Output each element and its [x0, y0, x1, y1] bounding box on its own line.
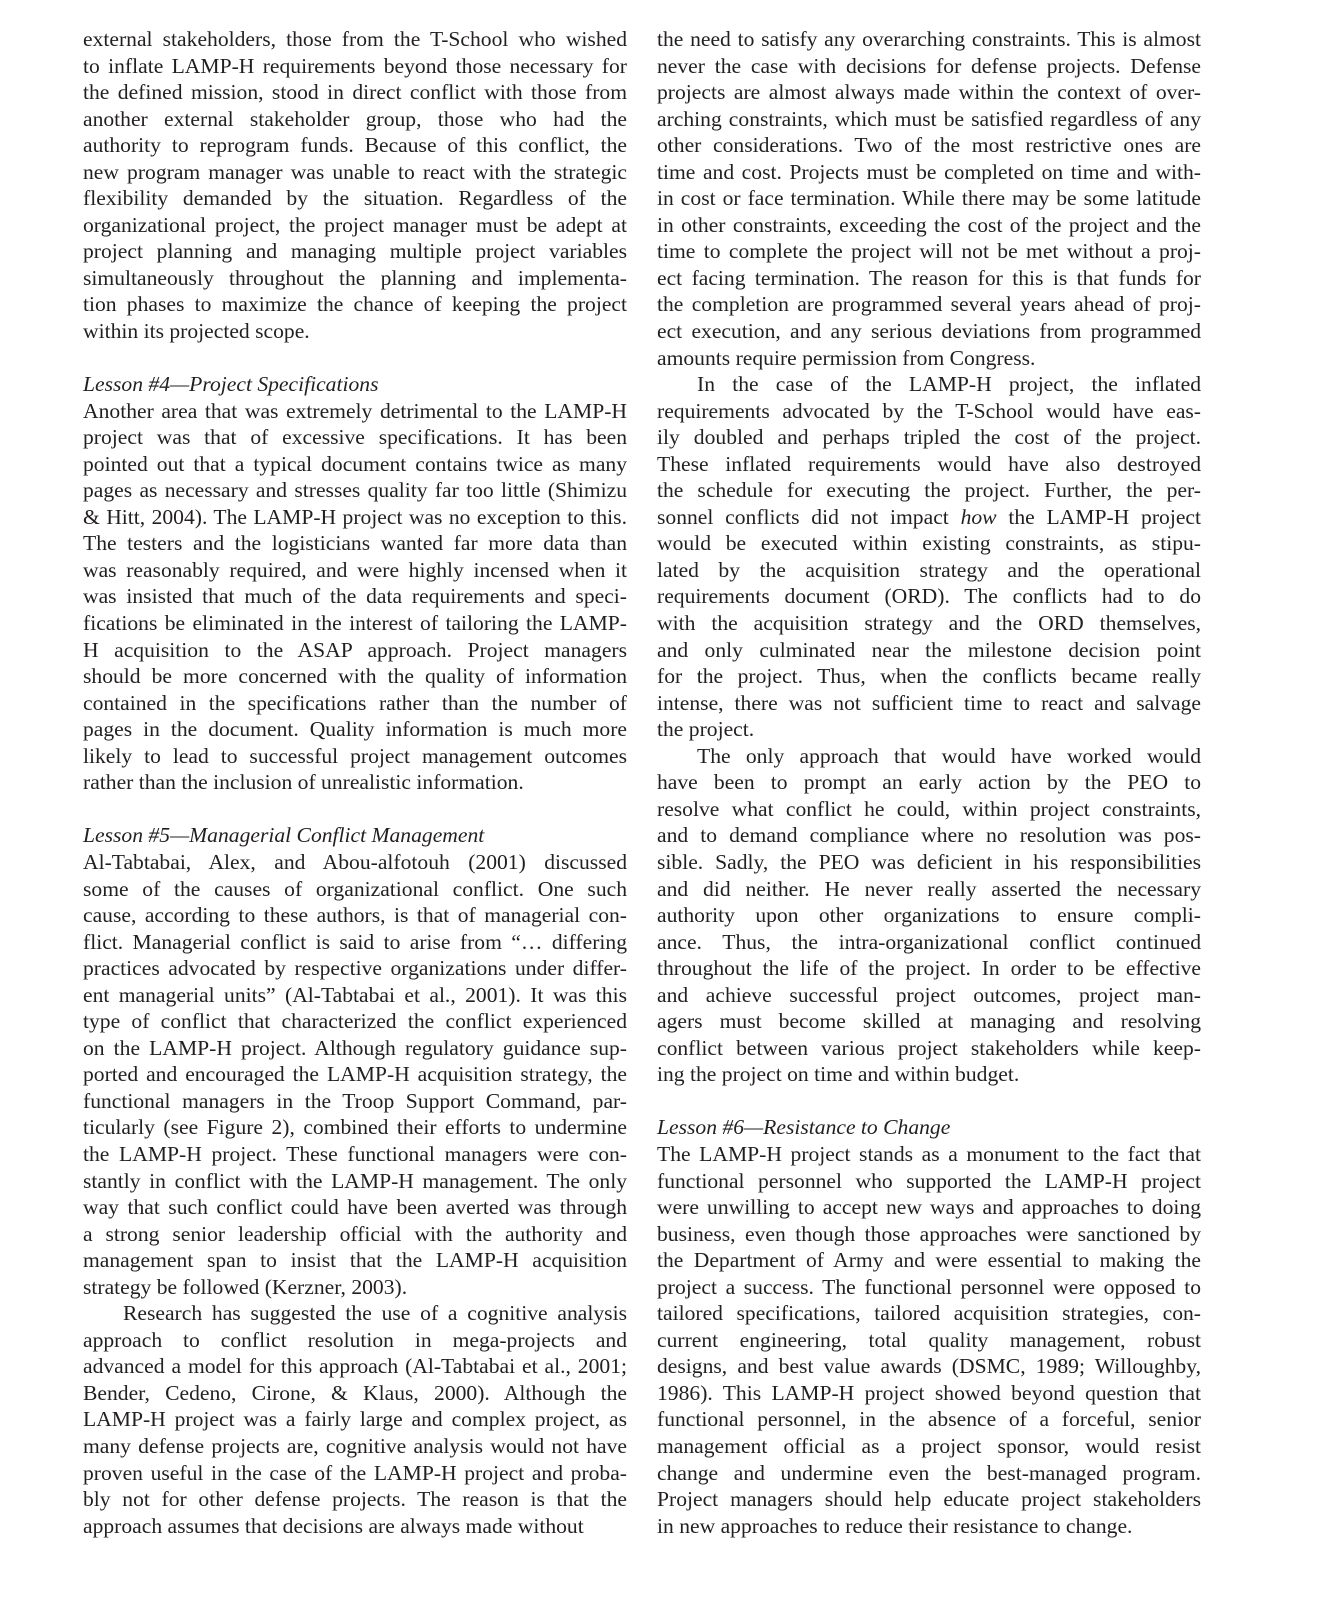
text-line: arching constraints, which must be satisfied regardless of any — [657, 106, 1201, 131]
text-line: on the LAMP-H project. Although regulatory guidance sup- — [83, 1035, 627, 1060]
paragraph — [657, 26, 1201, 371]
text-line: advanced a model for this approach (Al-Tabtabai et al., 2001; — [83, 1354, 627, 1379]
text-line: The only approach that would have worked would — [697, 743, 1201, 768]
text-line: some of the causes of organizational conflict. One such — [83, 876, 627, 901]
text-line: for the project. Thus, when the conflicts became really — [657, 664, 1201, 689]
text-line: practices advocated by respective organizations under differ- — [83, 956, 627, 981]
text-line: pages in the document. Quality information is much more — [83, 717, 627, 742]
text-line: project was that of excessive specifications. It has been — [83, 425, 627, 450]
text-line: approach to conflict resolution in mega-projects and — [83, 1327, 627, 1352]
text-line: flict. Managerial conflict is said to arise from “… differing — [83, 929, 627, 954]
text-line: project planning and managing multiple project variables — [83, 239, 627, 264]
paragraph — [83, 849, 627, 1300]
text-line: H acquisition to the ASAP approach. Project managers — [83, 637, 627, 662]
text-line: the schedule for executing the project. Further, the per- — [657, 478, 1201, 503]
section-heading: Lesson #5—Managerial Conflict Management — [83, 823, 485, 848]
text-line: authority upon other organizations to ensure compli- — [657, 903, 1201, 928]
text-line: type of conflict that characterized the conflict experienced — [83, 1009, 627, 1034]
text-line: LAMP-H project was a fairly large and complex project, as — [83, 1407, 627, 1432]
text-line: and did neither. He never really asserted the necessary — [657, 876, 1201, 901]
text-line: in other constraints, exceeding the cost of the project and the — [657, 212, 1201, 237]
text-line: to inflate LAMP-H requirements beyond those necessary for — [83, 53, 627, 78]
text-line: Al-Tabtabai, Alex, and Abou-alfotouh (2001) discussed — [83, 849, 627, 874]
text-line: resolve what conflict he could, within project constraints, — [657, 796, 1201, 821]
text-line: a strong senior leadership official with the authority and — [83, 1221, 627, 1246]
text-line: never the case with decisions for defense projects. Defense — [657, 53, 1201, 78]
text-line: project a success. The functional personnel were opposed to — [657, 1274, 1201, 1299]
blank-spacer — [657, 1088, 1201, 1115]
text-line: In the case of the LAMP-H project, the inflated — [697, 372, 1201, 397]
text-line: contained in the specifications rather than the number of — [83, 690, 627, 715]
text-line: 1986). This LAMP-H project showed beyond question that — [657, 1380, 1201, 1405]
text-line: Another area that was extremely detrimental to the LAMP-H — [83, 398, 627, 423]
text-line: tion phases to maximize the chance of keeping the project — [83, 292, 627, 317]
text-line: in new approaches to reduce their resistance to change. — [657, 1513, 1133, 1538]
section-heading: Lesson #6—Resistance to Change — [657, 1115, 951, 1140]
text-line: proven useful in the case of the LAMP-H project and proba- — [83, 1460, 627, 1485]
text-line: organizational project, the project manager must be adept at — [83, 212, 627, 237]
text-line: sonnel conflicts did not impact how the LAMP-H project — [657, 504, 1201, 529]
paragraph — [83, 398, 627, 796]
paragraph — [657, 1141, 1201, 1539]
blank-spacer — [83, 345, 627, 372]
text-line: ent managerial units” (Al-Tabtabai et al., 2001). It was this — [83, 982, 627, 1007]
text-line: in cost or face termination. While there may be some latitude — [657, 186, 1201, 211]
text-line: would be executed within existing constraints, as stipu- — [657, 531, 1201, 556]
blank-spacer — [83, 796, 627, 823]
text-line: ported and encouraged the LAMP-H acquisition strategy, the — [83, 1062, 627, 1087]
text-line: requirements advocated by the T-School would have eas- — [657, 398, 1201, 423]
text-line: business, even though those approaches were sanctioned by — [657, 1221, 1201, 1246]
text-line: was reasonably required, and were highly incensed when it — [83, 557, 627, 582]
text-line: functional personnel who supported the LAMP-H project — [657, 1168, 1201, 1193]
text-line: way that such conflict could have been averted was through — [83, 1195, 627, 1220]
section-heading: Lesson #4—Project Specifications — [83, 372, 379, 397]
text-line: time to complete the project will not be met without a proj- — [657, 239, 1201, 264]
text-line: Bender, Cedeno, Cirone, & Klaus, 2000). Although the — [83, 1380, 627, 1405]
text-line: the LAMP-H project. These functional managers were con- — [83, 1141, 627, 1166]
text-line: ticularly (see Figure 2), combined their efforts to undermine — [83, 1115, 627, 1140]
paragraph — [83, 26, 627, 345]
text-line: external stakeholders, those from the T-School who wished — [83, 27, 627, 51]
text-line: rather than the inclusion of unrealistic information. — [83, 770, 524, 795]
text-line: ect facing termination. The reason for this is that funds for — [657, 265, 1201, 290]
text-line: agers must become skilled at managing and resolving — [657, 1009, 1201, 1034]
text-line: were unwilling to accept new ways and approaches to doing — [657, 1195, 1201, 1220]
text-line: throughout the life of the project. In order to be effective — [657, 956, 1201, 981]
text-line: & Hitt, 2004). The LAMP-H project was no exception to this. — [83, 504, 627, 529]
text-line: conflict between various project stakeholders while keep- — [657, 1035, 1201, 1060]
text-line: likely to lead to successful project management outcomes — [83, 743, 627, 768]
text-line: functional managers in the Troop Support Command, par- — [83, 1088, 627, 1113]
text-line: the completion are programmed several years ahead of proj- — [657, 292, 1201, 317]
left-column — [83, 26, 627, 1539]
text-line: fications be eliminated in the interest of tailoring the LAMP- — [83, 611, 627, 636]
text-line: have been to prompt an early action by the PEO to — [657, 770, 1201, 795]
text-line: the defined mission, stood in direct conflict with those from — [83, 80, 627, 105]
text-line: change and undermine even the best-managed program. — [657, 1460, 1201, 1485]
text-line: amounts require permission from Congress. — [657, 345, 1036, 370]
text-line: functional personnel, in the absence of a forceful, senior — [657, 1407, 1201, 1432]
text-line: The LAMP-H project stands as a monument to the fact that — [657, 1141, 1201, 1166]
text-line: intense, there was not sufficient time to react and salvage — [657, 690, 1201, 715]
text-line: ing the project on time and within budget. — [657, 1062, 1020, 1087]
emphasis: how — [960, 504, 997, 529]
text-line: and to demand compliance where no resolution was pos- — [657, 823, 1201, 848]
text-line: tailored specifications, tailored acquisition strategies, con- — [657, 1301, 1201, 1326]
text-line: stantly in conflict with the LAMP-H management. The only — [83, 1168, 627, 1193]
text-line: pointed out that a typical document contains twice as many — [83, 451, 627, 476]
text-line: ect execution, and any serious deviations from programmed — [657, 319, 1201, 344]
text-line: The testers and the logisticians wanted far more data than — [83, 531, 627, 556]
text-line: other considerations. Two of the most restrictive ones are — [657, 133, 1201, 158]
text-line: within its projected scope. — [83, 319, 310, 344]
text-line: These inflated requirements would have also destroyed — [657, 451, 1201, 476]
text-line: should be more concerned with the quality of information — [83, 664, 627, 689]
text-line: management span to insist that the LAMP-H acquisition — [83, 1248, 627, 1273]
right-column — [657, 26, 1201, 1539]
text-line: ance. Thus, the intra-organizational conflict continued — [657, 929, 1201, 954]
text-line: projects are almost always made within the context of over- — [657, 80, 1201, 105]
text-line: requirements document (ORD). The conflicts had to do — [657, 584, 1201, 609]
text-line: current engineering, total quality management, robust — [657, 1327, 1201, 1352]
paragraph — [657, 371, 1201, 743]
paragraph — [83, 1300, 627, 1539]
text-line: designs, and best value awards (DSMC, 1989; Willoughby, — [657, 1354, 1201, 1379]
text-line: and only culminated near the milestone decision point — [657, 637, 1201, 662]
text-line: sible. Sadly, the PEO was deficient in his responsibilities — [657, 849, 1201, 874]
text-line: ily doubled and perhaps tripled the cost of the project. — [657, 425, 1201, 450]
paragraph — [657, 743, 1201, 1088]
text-line: with the acquisition strategy and the ORD themselves, — [657, 611, 1201, 636]
text-line: strategy be followed (Kerzner, 2003). — [83, 1274, 408, 1299]
text-line: flexibility demanded by the situation. Regardless of the — [83, 186, 627, 211]
text-line: the need to satisfy any overarching constraints. This is almost — [657, 27, 1201, 51]
text-line: the project. — [657, 717, 755, 742]
text-line: approach assumes that decisions are always made without — [83, 1513, 584, 1538]
text-line: was insisted that much of the data requirements and speci- — [83, 584, 627, 609]
text-line: many defense projects are, cognitive analysis would not have — [83, 1433, 627, 1458]
text-line: the Department of Army and were essential to making the — [657, 1248, 1201, 1273]
text-line: bly not for other defense projects. The reason is that the — [83, 1487, 627, 1512]
text-line: time and cost. Projects must be completed on time and with- — [657, 159, 1201, 184]
text-line: another external stakeholder group, those who had the — [83, 106, 627, 131]
text-line: authority to reprogram funds. Because of this conflict, the — [83, 133, 627, 158]
text-line: new program manager was unable to react with the strategic — [83, 159, 627, 184]
text-line: pages as necessary and stresses quality far too little (Shimizu — [83, 478, 627, 503]
text-line: simultaneously throughout the planning and implementa- — [83, 265, 627, 290]
text-line: Research has suggested the use of a cognitive analysis — [123, 1301, 627, 1326]
text-line: and achieve successful project outcomes, project man- — [657, 982, 1201, 1007]
text-line: cause, according to these authors, is that of managerial con- — [83, 903, 627, 928]
text-line: management official as a project sponsor, would resist — [657, 1433, 1201, 1458]
text-line: lated by the acquisition strategy and the operational — [657, 557, 1201, 582]
text-line: Project managers should help educate project stakeholders — [657, 1487, 1201, 1512]
